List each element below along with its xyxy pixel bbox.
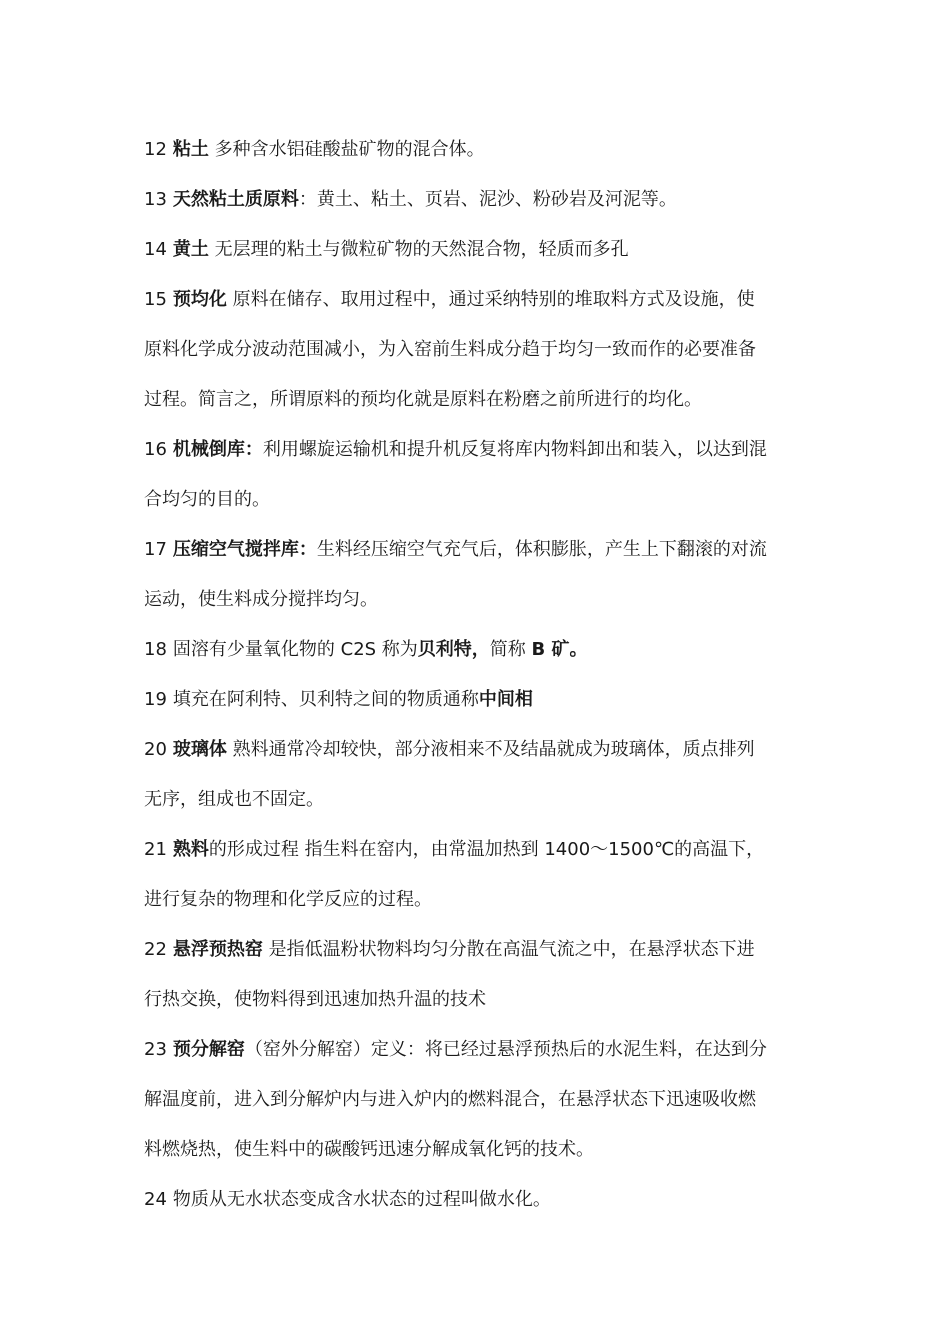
text-line bbox=[144, 525, 814, 575]
bold-term: 天然粘土质原料 bbox=[172, 189, 299, 210]
bold-term: 粘土 bbox=[172, 139, 209, 160]
line-number: 17 bbox=[144, 539, 167, 560]
text-line bbox=[144, 625, 814, 675]
text-line bbox=[144, 1025, 814, 1075]
bold-term: 贝利特， bbox=[417, 639, 490, 660]
text-line bbox=[144, 1075, 814, 1125]
bold-term: 压缩空气搅拌库： bbox=[172, 539, 317, 560]
text-line bbox=[144, 475, 814, 525]
text-line bbox=[144, 1125, 814, 1175]
line-text: 行热交换，使物料得到迅速加热升温的技术 bbox=[144, 989, 486, 1010]
text-line bbox=[144, 975, 814, 1025]
line-text: 合均匀的目的。 bbox=[144, 489, 270, 510]
line-number: 22 bbox=[144, 939, 167, 960]
line-text: 生料经压缩空气充气后，体积膨胀，产生上下翻滚的对流 bbox=[316, 539, 767, 560]
text-line bbox=[144, 375, 814, 425]
line-text: 的形成过程 指生料在窑内，由常温加热到 1400～1500℃的高温下， bbox=[208, 839, 765, 860]
line-text: ：黄土、粘土、页岩、泥沙、粉砂岩及河泥等。 bbox=[298, 189, 677, 210]
line-text: 简称 bbox=[489, 639, 532, 660]
text-line bbox=[144, 1175, 814, 1225]
line-text: 物质从无水状态变成含水状态的过程叫做水化。 bbox=[172, 1189, 551, 1210]
bold-term: 机械倒库： bbox=[172, 439, 263, 460]
text-line bbox=[144, 875, 814, 925]
line-number: 14 bbox=[144, 239, 167, 260]
bold-term: 预分解窑 bbox=[172, 1039, 245, 1060]
text-line bbox=[144, 425, 814, 475]
bold-term: 中间相 bbox=[478, 689, 533, 710]
bold-term: 玻璃体 bbox=[172, 739, 227, 760]
text-line bbox=[144, 225, 814, 275]
line-number: 12 bbox=[144, 139, 167, 160]
line-number: 15 bbox=[144, 289, 167, 310]
line-text: 熟料通常冷却较快，部分液相来不及结晶就成为玻璃体，质点排列 bbox=[226, 739, 755, 760]
line-number: 20 bbox=[144, 739, 167, 760]
text-line bbox=[144, 175, 814, 225]
text-line bbox=[144, 575, 814, 625]
line-number: 19 bbox=[144, 689, 167, 710]
line-text: 多种含水铝硅酸盐矿物的混合体。 bbox=[208, 139, 485, 160]
text-line bbox=[144, 825, 814, 875]
text-line bbox=[144, 275, 814, 325]
line-number: 16 bbox=[144, 439, 167, 460]
line-text: 运动，使生料成分搅拌均匀。 bbox=[144, 589, 378, 610]
line-text: 料燃烧热，使生料中的碳酸钙迅速分解成氧化钙的技术。 bbox=[144, 1139, 594, 1160]
line-text: 原料在储存、取用过程中，通过采纳特别的堆取料方式及设施，使 bbox=[226, 289, 755, 310]
line-text: 利用螺旋运输机和提升机反复将库内物料卸出和装入，以达到混 bbox=[262, 439, 767, 460]
line-text: 原料化学成分波动范围减小，为入窑前生料成分趋于均匀一致而作的必要准备 bbox=[144, 339, 756, 360]
line-text: 填充在阿利特、贝利特之间的物质通称 bbox=[172, 689, 479, 710]
line-text: 无层理的粘土与微粒矿物的天然混合物，轻质而多孔 bbox=[208, 239, 629, 260]
line-number: 24 bbox=[144, 1189, 167, 1210]
text-line bbox=[144, 725, 814, 775]
text-line bbox=[144, 775, 814, 825]
text-line bbox=[144, 325, 814, 375]
text-line bbox=[144, 925, 814, 975]
line-text: 是指低温粉状物料均匀分散在高温气流之中，在悬浮状态下进 bbox=[262, 939, 755, 960]
line-number: 23 bbox=[144, 1039, 167, 1060]
line-number: 13 bbox=[144, 189, 167, 210]
line-number: 18 bbox=[144, 639, 167, 660]
bold-term: 预均化 bbox=[172, 289, 227, 310]
text-line bbox=[144, 675, 814, 725]
line-text: 过程。简言之，所谓原料的预均化就是原料在粉磨之前所进行的均化。 bbox=[144, 389, 702, 410]
line-text: 无序，组成也不固定。 bbox=[144, 789, 324, 810]
bold-term: B 矿。 bbox=[531, 639, 588, 660]
bold-term: 悬浮预热窑 bbox=[172, 939, 263, 960]
line-text: 解温度前，进入到分解炉内与进入炉内的燃料混合，在悬浮状态下迅速吸收燃 bbox=[144, 1089, 756, 1110]
line-text: 固溶有少量氧化物的 C2S 称为 bbox=[172, 639, 418, 660]
bold-term: 黄土 bbox=[172, 239, 209, 260]
text-line bbox=[144, 125, 814, 175]
bold-term: 熟料 bbox=[172, 839, 209, 860]
document-page bbox=[144, 125, 814, 1225]
line-text: （窑外分解窑）定义：将已经过悬浮预热后的水泥生料，在达到分 bbox=[244, 1039, 767, 1060]
line-number: 21 bbox=[144, 839, 167, 860]
line-text: 进行复杂的物理和化学反应的过程。 bbox=[144, 889, 432, 910]
